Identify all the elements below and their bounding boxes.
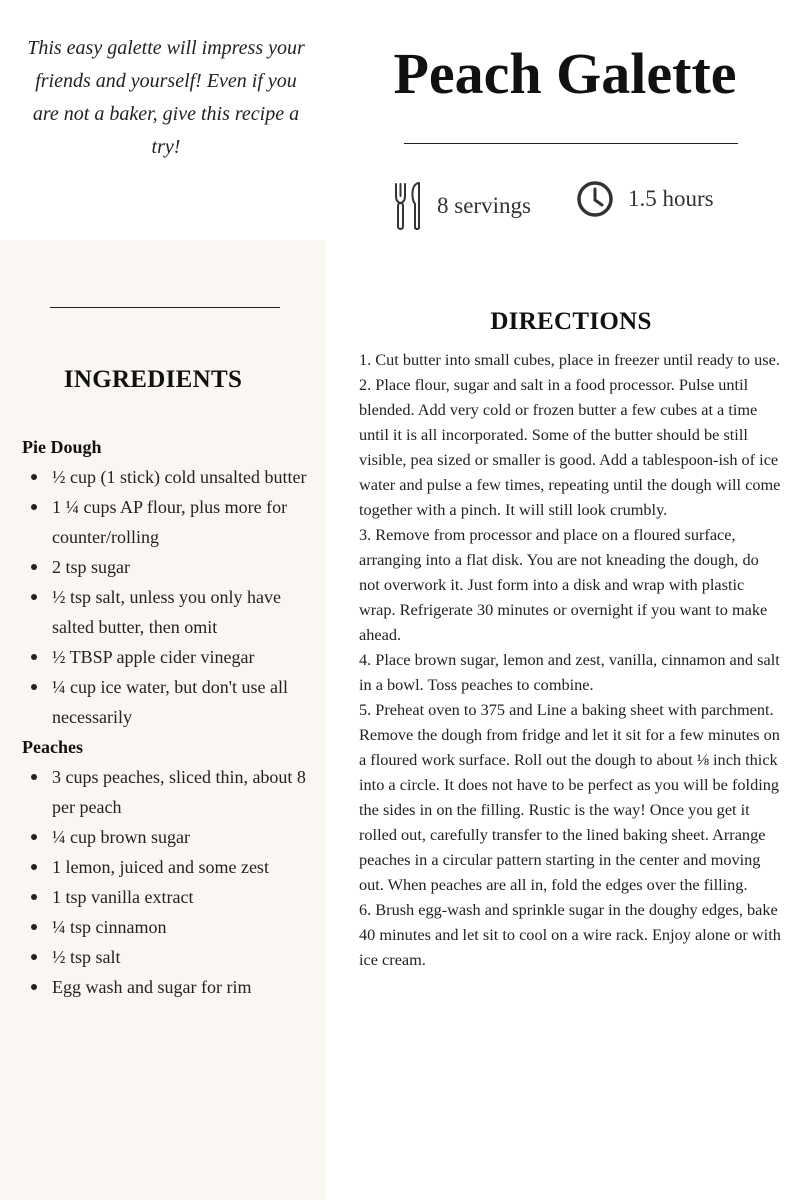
list-item: 1 ¼ cups AP flour, plus more for counter/rolling	[22, 492, 312, 552]
list-item: ½ TBSP apple cider vinegar	[22, 642, 312, 672]
list-item: ¼ tsp cinnamon	[22, 912, 312, 942]
ingredients-heading: INGREDIENTS	[63, 366, 243, 393]
servings-text: 8 servings	[437, 193, 531, 218]
fork-knife-icon	[393, 180, 423, 232]
recipe-tagline: This easy galette will impress your friends and yourself! Even if you are not a baker, give this recipe a try!	[27, 37, 305, 158]
list-item: ¼ cup ice water, but don't use all necessarily	[22, 672, 312, 732]
time-text: 1.5 hours	[628, 186, 714, 211]
recipe-title: Peach Galette	[393, 41, 737, 106]
list-item: 1 tsp vanilla extract	[22, 882, 312, 912]
ingredients-list	[22, 432, 312, 1002]
list-item: ½ cup (1 stick) cold unsalted butter	[22, 462, 312, 492]
servings-info	[393, 180, 531, 232]
list-item: 1 lemon, juiced and some zest	[22, 852, 312, 882]
clock-icon	[576, 180, 614, 218]
directions-steps	[359, 347, 783, 972]
list-item: 2 tsp sugar	[22, 552, 312, 582]
list-item: ½ tsp salt	[22, 942, 312, 972]
list-item: ¼ cup brown sugar	[22, 822, 312, 852]
direction-step: 5. Preheat oven to 375 and Line a baking sheet with parchment. Remove the dough from fridge and let it sit for a few minutes on a floured work surface. Roll out the dough to about ⅛ inch thick into a circle. It does not have to be perfect as you will be folding the sides in on the filling. Rustic is the way! Once you get it rolled out, carefully transfer to the lined baking sheet. Arrange peaches in a circular pattern starting in the center and moving out. When peaches are all in, fold the edges over the filling.	[359, 700, 780, 894]
list-item: ½ tsp salt, unless you only have salted butter, then omit	[22, 582, 312, 642]
peaches-list	[22, 762, 312, 1002]
direction-step: 1. Cut butter into small cubes, place in freezer until ready to use.	[359, 350, 780, 369]
ingredient-group-title: Pie Dough	[22, 437, 102, 457]
time-info	[576, 180, 714, 218]
directions-heading: DIRECTIONS	[490, 308, 652, 335]
pie-dough-list	[22, 462, 312, 732]
list-item: 3 cups peaches, sliced thin, about 8 per peach	[22, 762, 312, 822]
direction-step: 4. Place brown sugar, lemon and zest, vanilla, cinnamon and salt in a bowl. Toss peaches to combine.	[359, 650, 780, 694]
title-divider	[404, 143, 738, 144]
direction-step: 6. Brush egg-wash and sprinkle sugar in the doughy edges, bake 40 minutes and let sit to cool on a wire rack. Enjoy alone or with ice cream.	[359, 900, 781, 969]
ingredients-divider	[50, 307, 280, 308]
ingredient-group-title: Peaches	[22, 737, 83, 757]
list-item: Egg wash and sugar for rim	[22, 972, 312, 1002]
direction-step: 2. Place flour, sugar and salt in a food processor. Pulse until blended. Add very cold or frozen butter a few cubes at a time until it is all incorporated. Some of the butter should be still visible, pea sized or smaller is good. Add a tablespoon-ish of ice water and pulse a few times, repeating until the dough will come together with a pinch. It will still look crumbly.	[359, 375, 781, 519]
direction-step: 3. Remove from processor and place on a floured surface, arranging into a flat disk. You are not kneading the dough, do not overwork it. Just form into a disk and wrap with plastic wrap. Refrigerate 30 minutes or overnight if you want to make ahead.	[359, 525, 768, 644]
